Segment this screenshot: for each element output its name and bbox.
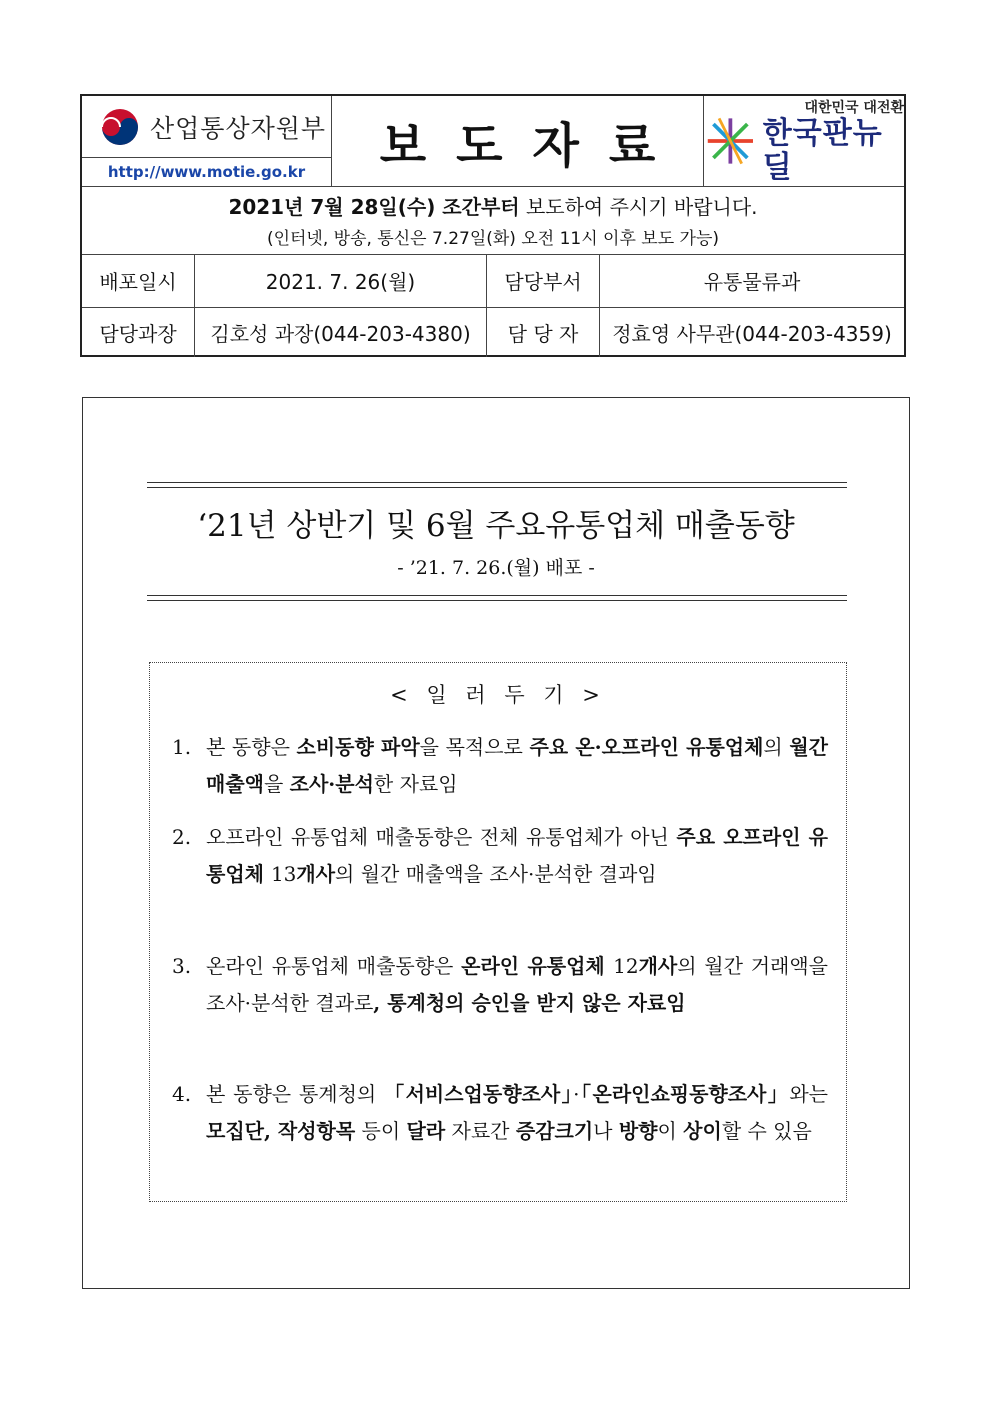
embargo-note: (인터넷, 방송, 통신은 7.27일(화) 오전 11시 이후 보도 가능) (266, 229, 720, 249)
text-run: 본 동향은 통계청의 (206, 1082, 385, 1106)
embargo-text: 보도하여 주시기 바랍니다. (519, 195, 758, 219)
text-run: 의 (763, 735, 790, 759)
document-body-box (82, 397, 910, 1289)
text-run: 을 목적으로 (419, 735, 530, 759)
ministry-logo-cell (82, 96, 332, 186)
header-row-contact (82, 307, 904, 357)
text-run: 13 (270, 862, 297, 886)
text-run: 할 수 있음 (721, 1119, 812, 1143)
notice-item-text (172, 819, 828, 893)
text-run-bold: 「서비스업동향조사」 (384, 1082, 574, 1106)
text-run: 자료간 (445, 1119, 516, 1143)
newdeal-logo (704, 96, 904, 186)
ministry-logo (82, 96, 331, 158)
staff-label-cell (487, 307, 600, 357)
text-run-bold: 개사 (296, 862, 336, 886)
embargo-line (228, 191, 757, 220)
text-run-bold: 작성항목 (277, 1119, 356, 1143)
text-run-bold: 달라 (406, 1119, 446, 1143)
notice-item-text (172, 729, 828, 803)
notice-item-number: 2. (172, 825, 192, 849)
text-run-bold: , (263, 1119, 278, 1143)
staff-label: 담 당 자 (507, 321, 579, 346)
manager-cell (195, 307, 487, 357)
dept-label-cell (487, 254, 600, 307)
header-row-release (82, 254, 904, 308)
release-date-cell (195, 254, 487, 307)
ministry-url[interactable]: http://www.motie.go.kr (107, 163, 306, 181)
text-run-bold: , (373, 991, 388, 1015)
newdeal-text (763, 97, 904, 185)
text-run-bold: 주요 온·오프라인 유통업체 (529, 735, 764, 759)
dept-cell (600, 254, 904, 307)
text-run: 의 월간 거래액을 조사·분석한 결과로 (206, 954, 828, 1015)
notice-item (172, 819, 828, 893)
text-run: 12 (613, 954, 639, 978)
dept-label: 담당부서 (504, 270, 582, 294)
document-title: ‘21년 상반기 및 6월 주요유통업체 매출동향 (197, 508, 795, 544)
ministry-name: 산업통상자원부 (150, 113, 327, 143)
text-run: 등이 (355, 1119, 407, 1143)
text-run-bold: 온라인 유통업체 (461, 954, 614, 978)
taegeuk-icon (100, 107, 140, 147)
notice-item-number: 3. (172, 954, 192, 978)
manager-label: 담당과장 (99, 321, 177, 346)
notice-item-text (172, 1076, 828, 1150)
notice-item-number: 1. (172, 735, 192, 759)
press-header-table (80, 94, 906, 357)
notice-item (172, 729, 828, 803)
text-run-bold: 소비동향 파악 (296, 735, 420, 759)
text-run: 이 (657, 1119, 684, 1143)
notice-item-text (172, 948, 828, 1022)
notice-item (172, 1076, 828, 1150)
notice-item (172, 948, 828, 1022)
title-top-divider (147, 482, 847, 488)
embargo-date: 2021년 7월 28일(수) 조간부터 (228, 195, 520, 219)
text-run-bold: 주요 오프라인 유통업체 (206, 825, 828, 886)
text-run: · (573, 1082, 580, 1106)
text-run-bold: 상이 (683, 1119, 722, 1143)
header-row-embargo (82, 186, 904, 255)
text-run: 오프라인 유통업체 매출동향은 전체 유통업체가 아닌 (206, 825, 677, 849)
staff: 정효영 사무관(044-203-4359) (612, 321, 892, 346)
text-run: 을 (263, 772, 290, 796)
newdeal-name: 한국판뉴딜 (762, 116, 883, 185)
text-run: 의 월간 매출액을 조사·분석한 결과임 (335, 862, 657, 886)
text-run-bold: 월간 매출액 (206, 735, 828, 796)
notice-heading: < 일 러 두 기 > (390, 683, 606, 707)
notice-item-number: 4. (172, 1082, 192, 1106)
header-row-title (82, 96, 904, 187)
text-run-bold: 통계청의 승인을 받지 않은 자료임 (387, 991, 686, 1015)
text-run: 본 동향은 (206, 735, 297, 759)
manager: 김호성 과장(044-203-4380) (210, 321, 471, 346)
text-run: 한 자료임 (373, 772, 458, 796)
text-run-bold: 개사 (638, 954, 678, 978)
document-subtitle: - ’21. 7. 26.(월) 배포 - (397, 557, 595, 579)
text-run-bold: 「온라인쇼핑동향조사」 (579, 1082, 790, 1106)
release-date-label-cell (82, 254, 195, 307)
text-run-bold: 방향 (618, 1119, 658, 1143)
staff-cell (600, 307, 904, 357)
embargo-cell (82, 186, 904, 254)
notice-box (149, 662, 847, 1202)
newdeal-slogan: 대한민국 대전환 (804, 100, 904, 116)
release-date: 2021. 7. 26(월) (265, 270, 416, 294)
text-run-bold: 모집단 (206, 1119, 264, 1143)
newdeal-spark-icon (704, 113, 757, 169)
press-title-cell (332, 96, 704, 186)
release-date-label: 배포일시 (99, 270, 177, 294)
text-run: 와는 (789, 1082, 828, 1106)
dept: 유통물류과 (703, 270, 801, 294)
text-run-bold: 조사·분석 (289, 772, 374, 796)
title-bottom-divider (147, 595, 847, 601)
text-run: 나 (593, 1119, 619, 1143)
text-run: 온라인 유통업체 매출동향은 (206, 954, 462, 978)
press-title: 보도자료 (379, 117, 686, 174)
manager-label-cell (82, 307, 195, 357)
text-run-bold: 증감크기 (515, 1119, 594, 1143)
